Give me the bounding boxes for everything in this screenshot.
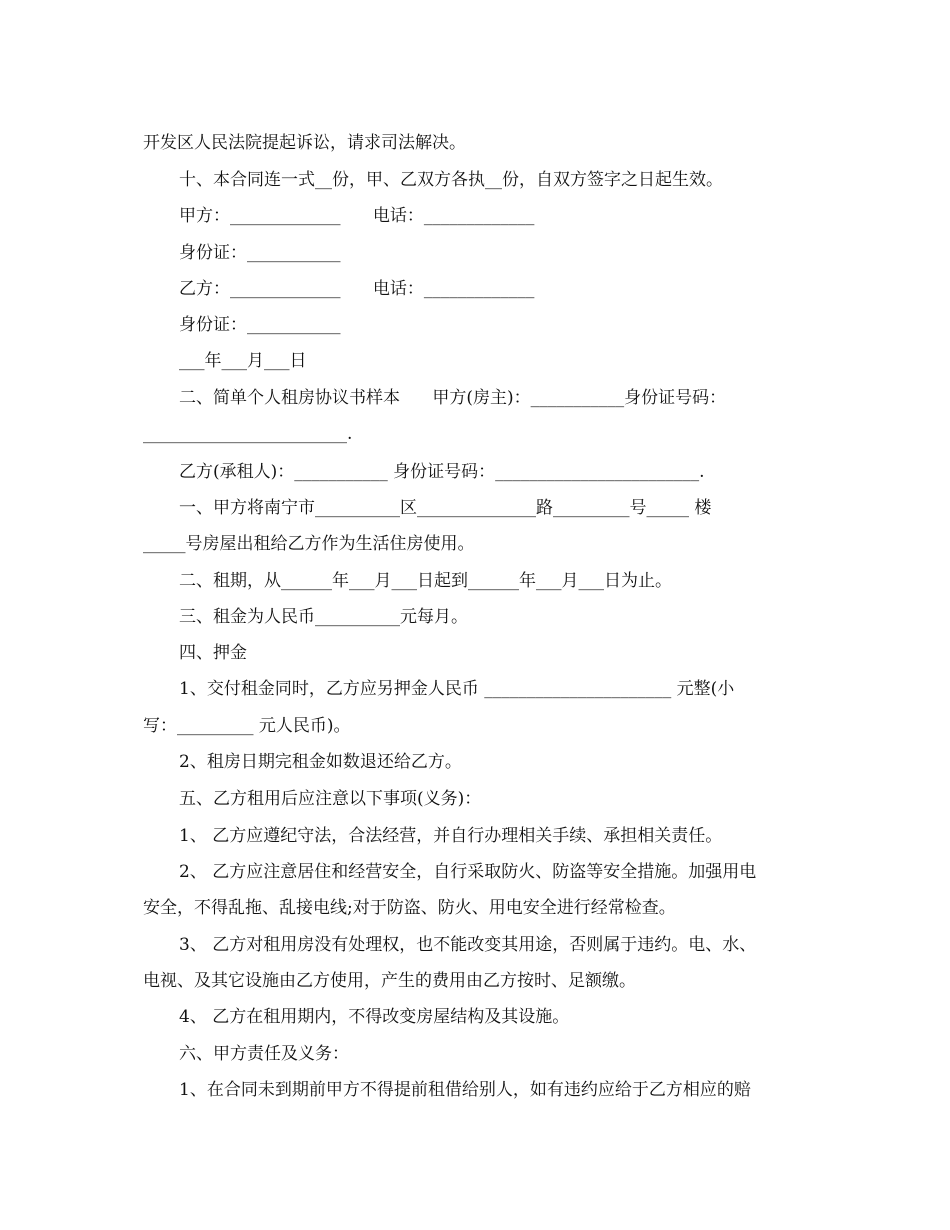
text-line: 甲方：_____________ 电话：_____________ [179, 206, 535, 226]
text-line: _____号房屋出租给乙方作为生活住房使用。 [143, 534, 475, 554]
text-line: 六、甲方责任及义务： [179, 1044, 349, 1064]
text-line: 3、 乙方对租用房没有处理权，也不能改变其用途，否则属于违约。电、水、 [179, 935, 757, 955]
text-line: ___年___月___日 [179, 351, 307, 371]
text-line: 二、租期，从______年___月___日起到______年___月___日为止。 [179, 571, 672, 591]
text-line: 电视、及其它设施由乙方使用，产生的费用由乙方按时、足额缴。 [143, 971, 636, 991]
text-line: 十、本合同连一式__份，甲、乙双方各执__份，自双方签字之日起生效。 [179, 170, 723, 190]
text-line: 1、在合同未到期前甲方不得提前租借给别人，如有违约应给于乙方相应的赔 [179, 1080, 751, 1100]
text-line: ________________________. [143, 424, 353, 444]
text-line: 一、甲方将南宁市__________区______________路_________号_____ 楼 [179, 498, 712, 518]
text-line: 三、租金为人民币__________元每月。 [179, 607, 468, 627]
text-line: 二、简单个人租房协议书样本 甲方(房主)：___________身份证号码： [179, 388, 727, 408]
text-line: 1、 乙方应遵纪守法，合法经营，并自行办理相关手续、承担相关责任。 [179, 826, 723, 846]
text-line: 乙方(承租人)：___________ 身份证号码：________________________. [179, 462, 705, 482]
text-line: 五、乙方租用后应注意以下事项(义务)： [179, 789, 482, 809]
text-line: 4、 乙方在租用期内，不得改变房屋结构及其设施。 [179, 1007, 570, 1027]
text-line: 安全，不得乱拖、乱接电线;对于防盗、防火、用电安全进行经常检查。 [143, 898, 676, 918]
text-line: 开发区人民法院提起诉讼，请求司法解决。 [143, 133, 466, 153]
text-line: 写：_________ 元人民币)。 [143, 716, 351, 736]
text-line: 乙方：_____________ 电话：_____________ [179, 279, 535, 299]
text-line: 2、 乙方应注意居住和经营安全，自行采取防火、防盗等安全措施。加强用电 [179, 862, 757, 882]
text-line: 1、交付租金同时，乙方应另押金人民币 ______________________ 元整(小 [179, 679, 735, 699]
text-line: 四、押金 [179, 643, 247, 663]
text-line: 2、租房日期完租金如数退还给乙方。 [179, 752, 462, 772]
text-line: 身份证：___________ [179, 315, 341, 335]
text-line: 身份证：___________ [179, 243, 341, 263]
